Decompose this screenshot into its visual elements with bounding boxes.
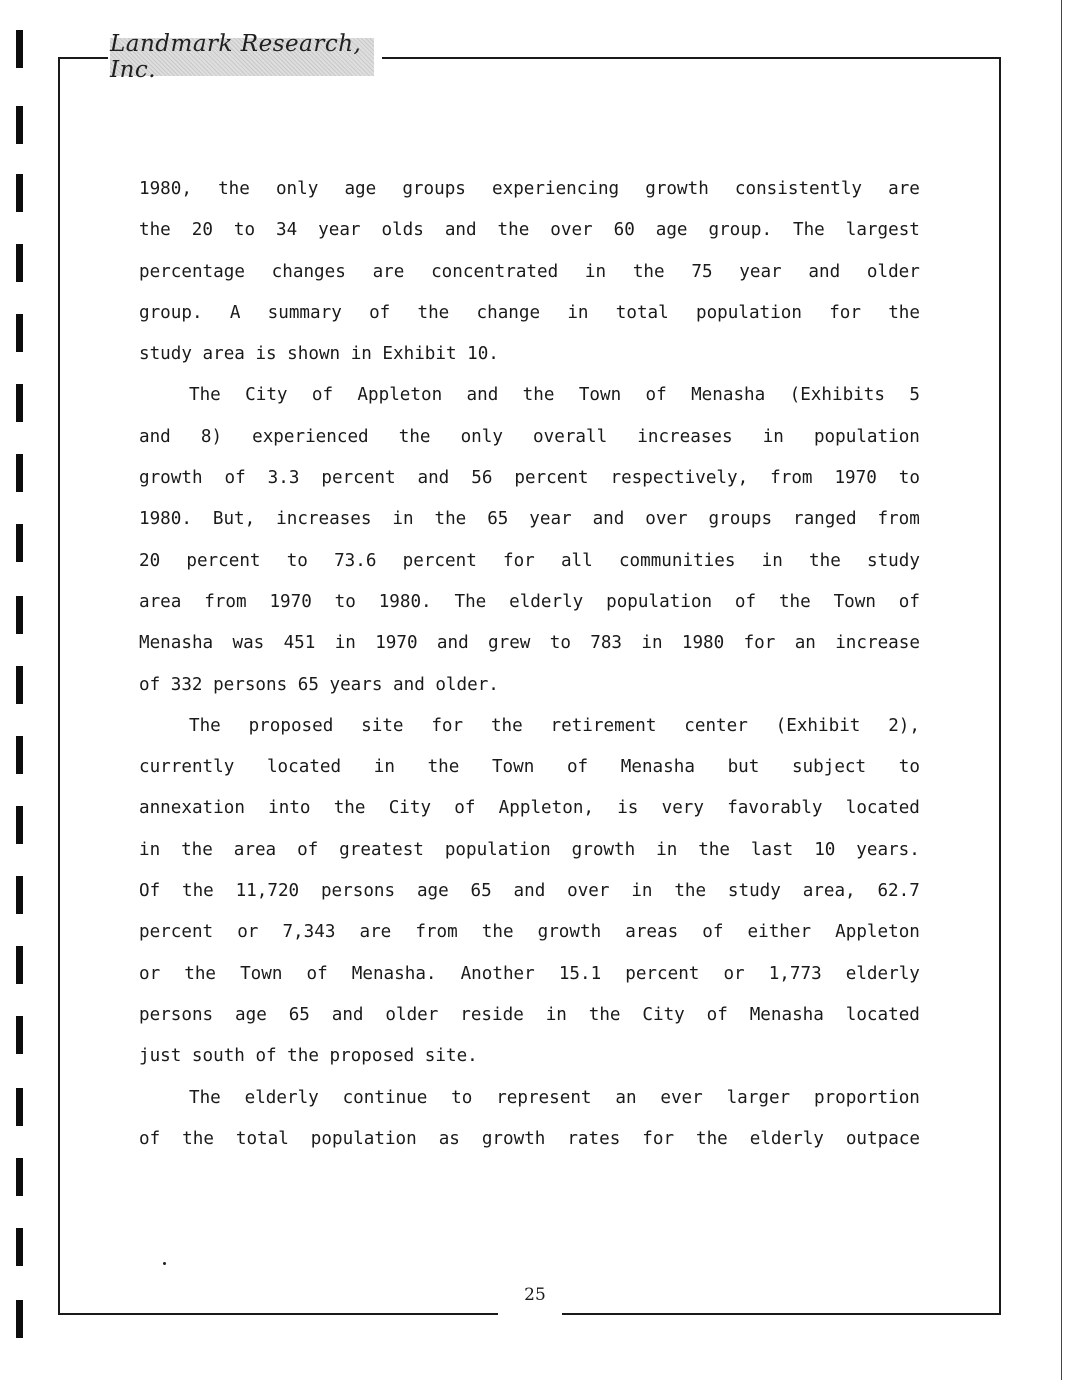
word: increases [637, 426, 733, 447]
word: City [245, 385, 288, 406]
word: and [417, 468, 450, 489]
word: ranged [793, 509, 857, 530]
word: percent [321, 468, 396, 489]
word: to [451, 1087, 473, 1108]
word: total [235, 1128, 289, 1149]
word: over [645, 509, 688, 530]
word: study [727, 881, 781, 902]
word: But, [212, 509, 256, 530]
word: The [189, 715, 221, 736]
word: older. [435, 674, 499, 695]
word: older [866, 261, 920, 282]
word: 65 [288, 1004, 310, 1025]
word: areas [625, 922, 679, 943]
logo-text: Landmark Research, Inc. [110, 31, 362, 83]
word: in [373, 757, 395, 778]
word: increases [276, 509, 372, 530]
text-line [139, 541, 920, 582]
text-line [139, 623, 920, 664]
word: 8) [200, 426, 223, 447]
text-line [139, 747, 920, 788]
word: currently [139, 757, 235, 778]
word: of [369, 302, 391, 323]
word: year [529, 509, 572, 530]
text-line [139, 706, 920, 747]
word: percent [402, 550, 477, 571]
word: in [761, 550, 783, 571]
word: last [750, 839, 794, 860]
word: site [361, 715, 404, 736]
word: annexation [139, 798, 245, 819]
word: from [877, 509, 920, 530]
word: retirement [550, 715, 657, 736]
text-line [139, 169, 920, 210]
word: age [416, 881, 449, 902]
word: of [306, 963, 328, 984]
word: and [592, 509, 625, 530]
word: 3.3 [267, 468, 300, 489]
word: the [184, 963, 217, 984]
word: communities [618, 550, 736, 571]
word: and [444, 220, 477, 241]
word: City [642, 1004, 685, 1025]
word: The [189, 385, 221, 406]
word: age [344, 179, 377, 199]
word: age [655, 220, 688, 241]
word: the [287, 1046, 319, 1067]
word: the [434, 509, 467, 530]
text-line [139, 912, 920, 953]
page-edge [1061, 0, 1062, 1380]
word: located [845, 798, 920, 819]
word: 75 [691, 261, 713, 282]
word: the [181, 839, 213, 860]
text-line [139, 582, 920, 623]
word: 73.6 [334, 550, 377, 571]
text-line [139, 871, 920, 912]
word: 10. [467, 344, 499, 365]
word: is [617, 798, 639, 819]
word: proposed [329, 1046, 415, 1067]
word: is [255, 344, 277, 365]
word: ever [660, 1087, 703, 1108]
word: percent [625, 963, 700, 984]
word: of [566, 757, 589, 778]
word: 1970 [375, 633, 418, 654]
word: to [334, 591, 356, 612]
text-line [139, 954, 920, 995]
word: and [393, 674, 425, 695]
word: 10 [814, 839, 836, 860]
text-line [139, 375, 920, 416]
word: 60 [613, 220, 635, 241]
word: change [476, 302, 541, 323]
word: the [333, 798, 366, 819]
word: respectively, [610, 468, 749, 489]
word: The [793, 220, 825, 241]
text-line [139, 334, 920, 375]
word: group. [139, 302, 203, 323]
word: 20 [139, 550, 161, 571]
word: 7,343 [282, 922, 336, 943]
word: area [233, 839, 277, 860]
word: 451 [283, 633, 316, 654]
text-line [139, 293, 920, 334]
word: the [398, 426, 431, 447]
word: to [549, 633, 571, 654]
word: consistently [734, 179, 863, 199]
word: years. [856, 839, 920, 860]
word: from [770, 468, 813, 489]
word: total [615, 302, 669, 323]
word: of [898, 591, 920, 612]
word: increase [835, 633, 920, 654]
word: and [139, 426, 171, 447]
word: year [318, 220, 361, 241]
word: from [415, 922, 458, 943]
word: summary [267, 302, 342, 323]
word: for [431, 715, 464, 736]
word: olds [381, 220, 424, 241]
word: Menasha. [351, 963, 437, 984]
word: 783 [590, 633, 623, 654]
word: to [898, 757, 920, 778]
text-line [139, 210, 920, 251]
word: for [642, 1128, 675, 1149]
word: in [334, 633, 356, 654]
text-line [139, 1119, 920, 1160]
word: largest [845, 220, 920, 241]
word: 1980. [139, 509, 192, 530]
text-line [139, 417, 920, 458]
word: continue [342, 1087, 428, 1108]
word: into [268, 798, 311, 819]
word: in [641, 633, 663, 654]
word: City [388, 798, 432, 819]
word: proportion [813, 1087, 920, 1108]
text-line [139, 458, 920, 499]
word: Town [833, 591, 876, 612]
word: study [867, 550, 920, 571]
word: larger [726, 1087, 791, 1108]
word: of [255, 1046, 277, 1067]
word: in [567, 302, 589, 323]
word: of [311, 385, 334, 406]
word: 11,720 [235, 881, 300, 902]
word: or [139, 963, 161, 984]
word: Menasha [691, 385, 766, 406]
word: population [813, 426, 920, 447]
word: percent [186, 550, 261, 571]
word: subject [791, 757, 867, 778]
word: an [794, 633, 816, 654]
word: the [182, 1128, 214, 1149]
word: (Exhibits [789, 385, 885, 406]
word: are [372, 261, 405, 282]
word: the [490, 715, 523, 736]
word: the [696, 1128, 728, 1149]
word: proposed [248, 715, 334, 736]
word: of [224, 468, 246, 489]
word: growth [571, 839, 636, 860]
word: Another [460, 963, 535, 984]
word: in [584, 261, 607, 282]
word: of [706, 1004, 728, 1025]
word: for [829, 302, 861, 323]
word: the [588, 1004, 621, 1025]
word: Town [240, 963, 283, 984]
word: Town [491, 757, 535, 778]
word: for [503, 550, 535, 571]
word: Menasha [139, 633, 214, 654]
text-line [139, 995, 920, 1036]
word: percent [139, 922, 214, 943]
word: 62.7 [877, 881, 920, 902]
word: to [898, 468, 920, 489]
word: elderly [749, 1128, 824, 1149]
word: area [139, 591, 182, 612]
word: 5 [909, 385, 920, 406]
word: (Exhibit [775, 715, 861, 736]
word: the [522, 385, 555, 406]
word: population [606, 591, 713, 612]
word: for [743, 633, 776, 654]
word: Appleton, [498, 798, 595, 819]
word: center [684, 715, 748, 736]
word: growth [537, 922, 602, 943]
word: growth [645, 179, 709, 199]
word: in [350, 344, 372, 365]
word: 56 [471, 468, 493, 489]
word: 20 [191, 220, 213, 241]
word: changes [271, 261, 346, 282]
word: 34 [276, 220, 298, 241]
word: are [359, 922, 392, 943]
word: either [747, 922, 812, 943]
word: reside [460, 1004, 524, 1025]
word: located [845, 1004, 920, 1025]
word: and [808, 261, 841, 282]
word: percent [514, 468, 589, 489]
word: The [189, 1087, 221, 1108]
word: and [466, 385, 499, 406]
word: the [427, 757, 460, 778]
text-line [139, 830, 920, 871]
word: the [497, 220, 530, 241]
word: growth [139, 468, 203, 489]
word: to [233, 220, 256, 241]
word: are [888, 179, 920, 199]
word: the [481, 922, 514, 943]
word: groups [708, 509, 773, 530]
word: age [235, 1004, 267, 1025]
word: in [762, 426, 784, 447]
word: of [139, 674, 161, 695]
word: of [645, 385, 667, 406]
text-line [139, 1078, 920, 1119]
word: and [513, 881, 546, 902]
word: only [460, 426, 503, 447]
word: outpace [845, 1128, 920, 1149]
word: greatest [339, 839, 424, 860]
word: overall [533, 426, 608, 447]
word: elderly [244, 1087, 319, 1108]
binding-holes [12, 0, 26, 1380]
word: 1970 [834, 468, 877, 489]
text-line [139, 252, 920, 293]
word: 1980, [139, 179, 192, 199]
text-line [139, 788, 920, 829]
word: all [560, 550, 593, 571]
word: Exhibit [382, 344, 457, 365]
word: 1980. [378, 591, 432, 612]
word: the [698, 839, 730, 860]
word: Appleton [357, 385, 443, 406]
word: or [237, 922, 259, 943]
word: Menasha [749, 1004, 824, 1025]
word: Appleton [835, 922, 920, 943]
body-text [139, 169, 920, 1160]
word: the [888, 302, 920, 323]
word: located [266, 757, 342, 778]
word: of [454, 798, 476, 819]
text-line [139, 665, 920, 706]
word: experiencing [492, 179, 620, 199]
word: area [202, 344, 245, 365]
word: Of [139, 881, 161, 902]
word: year [739, 261, 782, 282]
word: Town [578, 385, 622, 406]
word: of [734, 591, 757, 612]
word: 332 [170, 674, 203, 695]
word: 2), [888, 715, 920, 736]
word: of [702, 922, 724, 943]
word: population [310, 1128, 417, 1149]
word: growth [481, 1128, 546, 1149]
word: area, [802, 881, 856, 902]
word: Menasha [620, 757, 695, 778]
word: in [656, 839, 678, 860]
word: A [229, 302, 241, 323]
text-line [139, 1036, 920, 1077]
word: population [444, 839, 551, 860]
text-line [139, 499, 920, 540]
word: The [454, 591, 487, 612]
word: only [275, 179, 319, 199]
word: 1970 [269, 591, 312, 612]
word: site. [424, 1046, 478, 1067]
word: groups [402, 179, 466, 199]
word: from [204, 591, 247, 612]
word: older [385, 1004, 439, 1025]
company-logo [110, 31, 374, 83]
word: population [696, 302, 802, 323]
word: experienced [252, 426, 369, 447]
word: in [631, 881, 653, 902]
word: favorably [727, 798, 823, 819]
word: years [329, 674, 383, 695]
word: in [545, 1004, 567, 1025]
page-number: 25 [524, 1285, 546, 1305]
word: 15.1 [558, 963, 602, 984]
word: in [392, 509, 414, 530]
word: group. [708, 220, 773, 241]
word: grew [488, 633, 531, 654]
word: 1,773 [768, 963, 822, 984]
word: persons [320, 881, 396, 902]
word: persons [213, 674, 288, 695]
word: 65 [470, 881, 492, 902]
word: the [809, 550, 841, 571]
word: and [331, 1004, 364, 1025]
word: over [567, 881, 610, 902]
word: of [139, 1128, 161, 1149]
word: of [297, 839, 319, 860]
word: the [778, 591, 811, 612]
word: 1980 [681, 633, 725, 654]
word: just [139, 1046, 182, 1067]
word: the [674, 881, 707, 902]
word: south [191, 1046, 245, 1067]
word: 65 [297, 674, 319, 695]
word: elderly [845, 963, 920, 984]
word: as [438, 1128, 460, 1149]
word: the [182, 881, 214, 902]
word: rates [567, 1128, 621, 1149]
word: the [632, 261, 665, 282]
word: was [232, 633, 265, 654]
word: an [615, 1087, 637, 1108]
word: shown [287, 344, 341, 365]
word: percentage [139, 261, 245, 282]
word: the [139, 220, 171, 241]
word: over [550, 220, 593, 241]
word: or [723, 963, 745, 984]
word: very [661, 798, 704, 819]
word: concentrated [431, 261, 559, 282]
word: and [436, 633, 469, 654]
word: the [218, 179, 250, 199]
word: to [286, 550, 308, 571]
word: study [139, 344, 192, 365]
stray-mark [163, 1262, 166, 1265]
word: but [727, 757, 760, 778]
word: represent [496, 1087, 592, 1108]
word: 65 [487, 509, 509, 530]
word: persons [139, 1004, 214, 1025]
word: in [139, 839, 161, 860]
word: the [417, 302, 450, 323]
word: elderly [509, 591, 584, 612]
